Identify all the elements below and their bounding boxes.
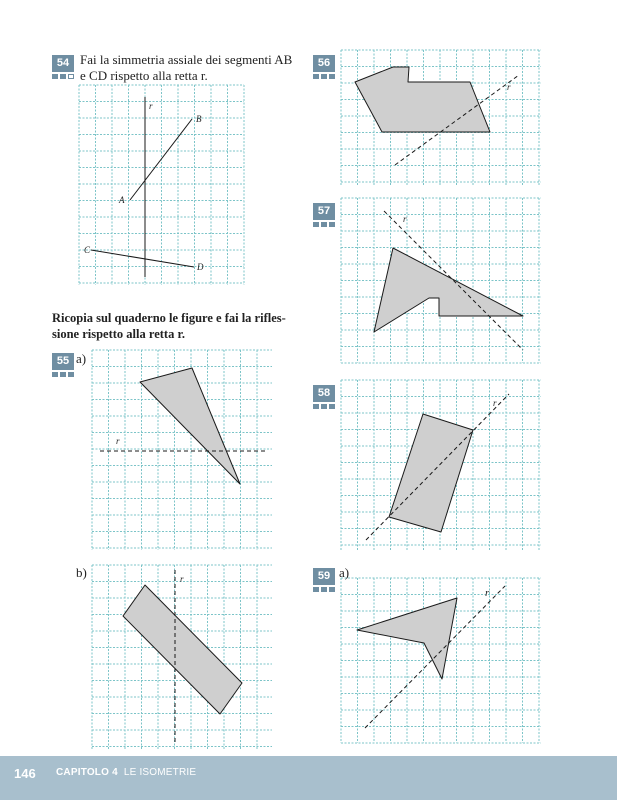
instruction-line1: Ricopia sul quaderno le figure e fai la rifles-	[52, 311, 286, 325]
exercise-number: 56	[313, 55, 335, 72]
exercise-58-grid	[341, 380, 541, 550]
exercise-55-badge	[52, 353, 74, 377]
exercise-56-grid	[341, 50, 541, 185]
difficulty-indicator	[313, 404, 335, 409]
exercise-54-text	[80, 52, 292, 84]
difficulty-indicator	[52, 74, 74, 79]
segment-cd	[91, 250, 194, 267]
exercise-57-grid	[341, 198, 541, 363]
exercise-59-part-a-label: a)	[339, 565, 350, 580]
difficulty-indicator	[313, 222, 335, 227]
chapter-number: CAPITOLO 4	[56, 767, 118, 778]
point-c-label: C	[84, 245, 91, 255]
concave-figure	[374, 248, 523, 332]
hexagon-figure	[355, 67, 490, 132]
axis-r-label: r	[116, 436, 120, 446]
axis-r-label: r	[507, 82, 511, 92]
exercise-59-grid	[341, 578, 541, 743]
difficulty-indicator	[52, 372, 74, 377]
exercise-number: 59	[313, 568, 335, 585]
exercise-54-text-line1: Fai la simmetria assiale dei segmenti AB	[80, 52, 293, 67]
exercise-56-badge	[313, 55, 335, 79]
triangle-figure	[140, 368, 240, 484]
instruction-text	[52, 310, 286, 342]
difficulty-indicator	[313, 74, 335, 79]
exercise-57-badge	[313, 203, 335, 227]
chapter-heading	[56, 767, 196, 778]
axis-r-label: r	[403, 214, 407, 224]
exercise-54-badge	[52, 55, 74, 79]
exercise-59-badge	[313, 568, 335, 592]
page-footer	[0, 756, 617, 800]
exercise-54-grid	[79, 85, 244, 285]
exercise-55b-grid	[92, 565, 272, 750]
exercise-55-part-a-label: a)	[76, 351, 87, 366]
exercise-55-part-b-label: b)	[76, 565, 87, 580]
difficulty-indicator	[313, 587, 335, 592]
grid	[79, 85, 244, 285]
exercise-58-badge	[313, 385, 335, 409]
exercise-54-text-line2: e CD rispetto alla retta r.	[80, 68, 208, 83]
exercise-number: 57	[313, 203, 335, 220]
exercise-number: 58	[313, 385, 335, 402]
exercise-number: 55	[52, 353, 74, 370]
axis-r-label: r	[180, 574, 184, 584]
point-b-label: B	[196, 114, 202, 124]
exercise-55a-grid	[92, 350, 272, 550]
axis-r-label: r	[149, 101, 153, 111]
point-a-label: A	[119, 195, 125, 205]
exercise-number: 54	[52, 55, 74, 72]
axis-r-label: r	[493, 398, 497, 408]
chapter-title: LE ISOMETRIE	[123, 767, 197, 778]
page-number: 146	[14, 766, 36, 781]
instruction-line2: sione rispetto alla retta r.	[52, 327, 185, 341]
point-d-label: D	[197, 262, 204, 272]
axis-r-label: r	[485, 587, 490, 599]
